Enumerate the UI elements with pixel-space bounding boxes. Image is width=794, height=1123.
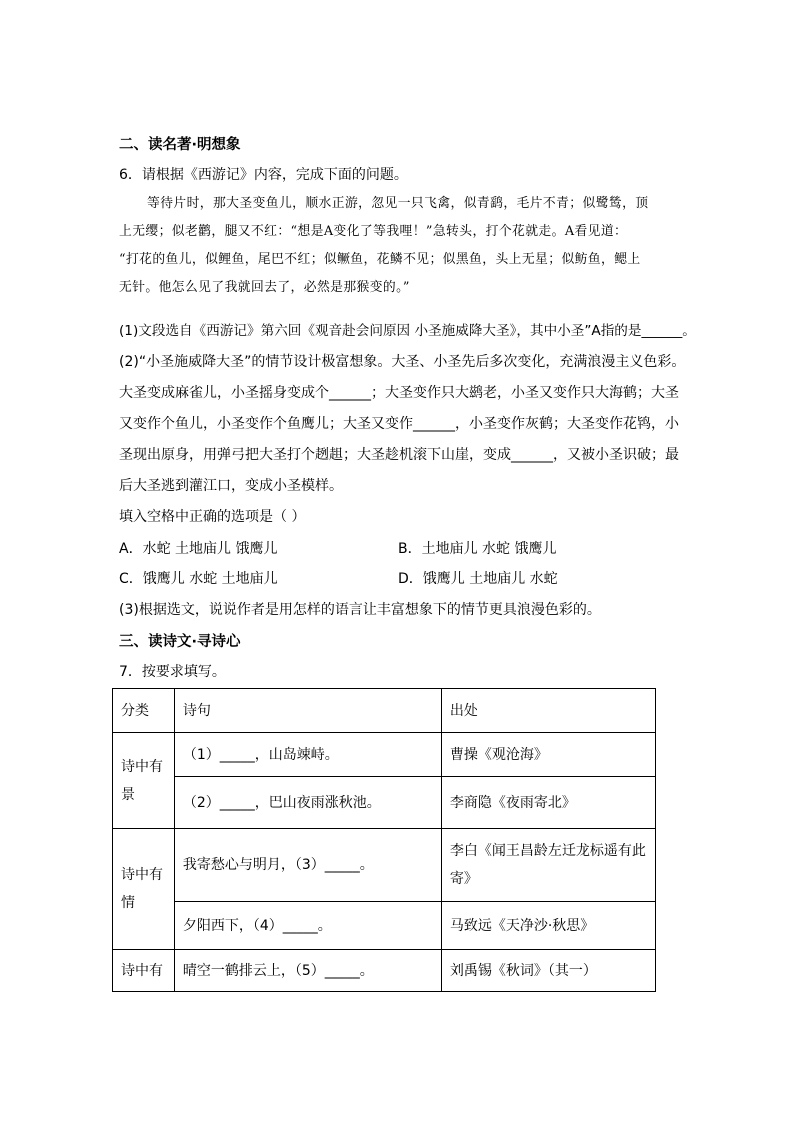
section2-heading: 二、读名著·明想象: [119, 137, 241, 153]
table-row: [113, 733, 656, 777]
q6-2-line: 圣现出原身，用弹弓把大圣打个趔趄；大圣趁机滚下山崖，变成______，又被小圣识破；最: [119, 447, 679, 463]
header-source: 出处: [441, 689, 655, 733]
poem-line-cell[interactable]: 我寄愁心与明月，（3）_____。: [174, 829, 441, 902]
q6-2-line: 后大圣逃到灌江口，变成小圣模样。: [119, 478, 343, 494]
poem-line-cell[interactable]: 夕阳西下，（4）_____。: [174, 902, 441, 950]
q6-2-line: 大圣变成麻雀儿，小圣摇身变成个______；大圣变作只大鹚老，小圣又变作只大海鹤；大圣: [119, 385, 679, 401]
excerpt-line: 等待片时，那大圣变鱼儿，顺水正游，忽见一只飞禽，似青鹞，毛片不青；似鹭鸶，顶: [147, 196, 649, 211]
header-category: 分类: [113, 689, 175, 733]
poem-source-cell: 刘禹锡《秋词》（其一）: [441, 950, 655, 992]
q6-1: (1)文段选自《西游记》第六回《观音赴会问原因 小圣施威降大圣》，其中小圣”A指的是______。: [119, 323, 696, 339]
novel-excerpt: [119, 190, 679, 302]
table-row: [113, 902, 656, 950]
poem-source-cell: 李白《闻王昌龄左迁龙标遥有此寄》: [441, 829, 655, 902]
option-d[interactable]: D．饿鹰儿 土地庙儿 水蛇: [398, 571, 558, 587]
option-b[interactable]: B．土地庙儿 水蛇 饿鹰儿: [398, 541, 557, 557]
category-feeling: 诗中有情: [113, 829, 175, 950]
fill-prompt: 填入空格中正确的选项是（ ）: [119, 509, 306, 525]
poem-source-cell: 曹操《观沧海》: [441, 733, 655, 777]
header-line: 诗句: [174, 689, 441, 733]
poem-line-cell[interactable]: （1）_____，山岛竦峙。: [174, 733, 441, 777]
poem-source-cell: 马致远《天净沙·秋思》: [441, 902, 655, 950]
q6-2-line: 又变作个鱼儿，小圣变作个鱼鹰儿；大圣又变作______，小圣变作灰鹤；大圣变作花鸨，小: [119, 416, 679, 432]
poem-source-cell: 李商隐《夜雨寄北》: [441, 777, 655, 829]
category-last: 诗中有: [113, 950, 175, 992]
excerpt-line: 无针。他怎么见了我就回去了，必然是那猴变的。”: [119, 280, 410, 295]
poetry-table: [112, 688, 656, 992]
excerpt-line: 上无缨；似老鹳，腿又不红：“想是A变化了等我哩！”急转头，打个花就走。A看见道：: [119, 224, 628, 239]
table-row: [113, 950, 656, 992]
q6-2-line: (2)“小圣施威降大圣”的情节设计极富想象。大圣、小圣先后多次变化，充满浪漫主义色彩。: [119, 354, 686, 370]
section3-heading: 三、读诗文·寻诗心: [119, 634, 241, 650]
table-row: [113, 777, 656, 829]
table-row: [113, 829, 656, 902]
excerpt-line: “打花的鱼儿，似鲤鱼，尾巴不红；似鳜鱼，花鳞不见；似黑鱼，头上无星；似鲂鱼，鳃上: [119, 252, 641, 267]
poem-line-cell[interactable]: （2）_____，巴山夜雨涨秋池。: [174, 777, 441, 829]
table-header-row: [113, 689, 656, 733]
option-c[interactable]: C．饿鹰儿 水蛇 土地庙儿: [119, 571, 278, 587]
q6-prompt: 6．请根据《西游记》内容，完成下面的问题。: [119, 167, 408, 183]
option-a[interactable]: A．水蛇 土地庙儿 饿鹰儿: [119, 541, 278, 557]
poem-line-cell[interactable]: 晴空一鹤排云上，（5）_____。: [174, 950, 441, 992]
category-scene: 诗中有景: [113, 733, 175, 829]
q7-prompt: 7．按要求填写。: [119, 664, 226, 680]
q6-3: (3)根据选文，说说作者是用怎样的语言让丰富想象下的情节更具浪漫色彩的。: [119, 602, 601, 618]
